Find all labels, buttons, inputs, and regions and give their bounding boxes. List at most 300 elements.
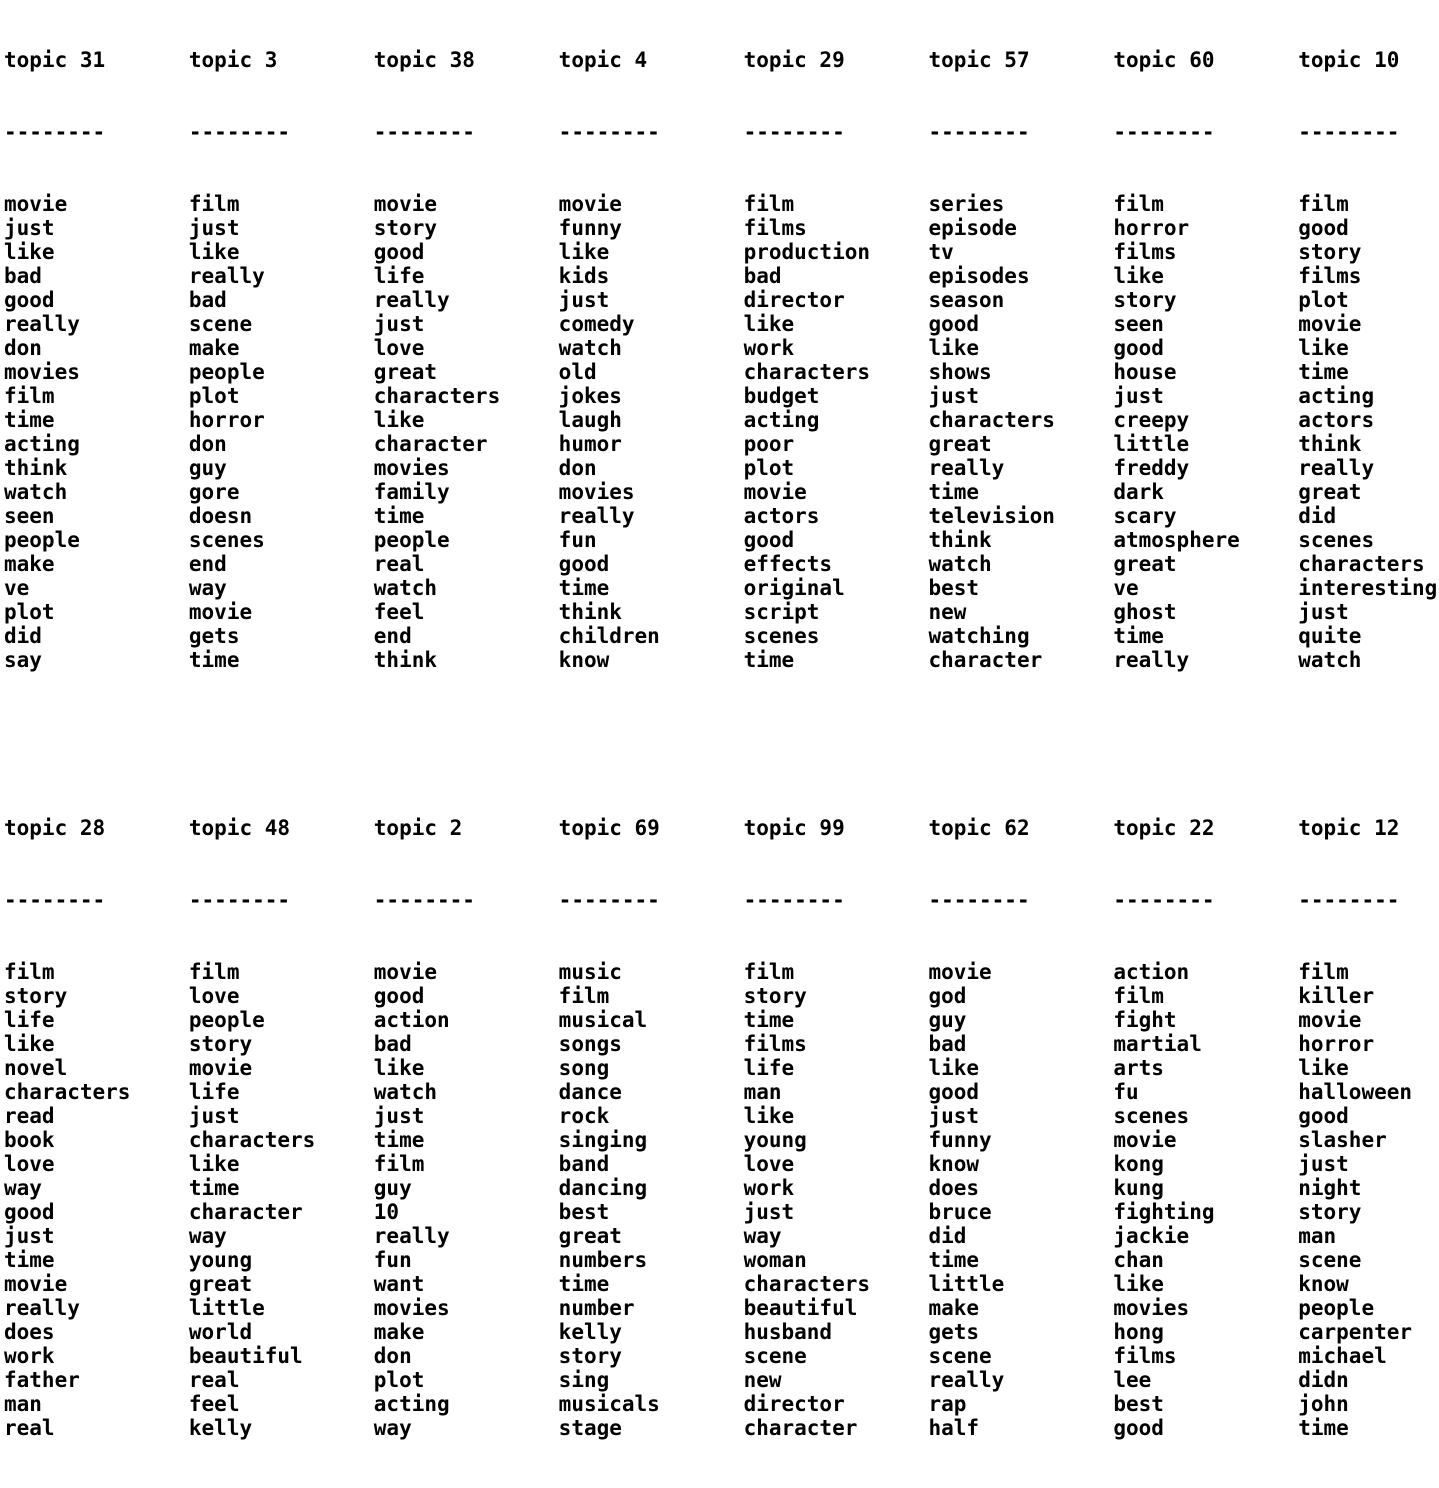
topic-word: acting xyxy=(743,408,820,432)
topic-word: actors xyxy=(743,504,820,528)
topic-word: film xyxy=(1298,960,1349,984)
topic-word: characters xyxy=(1298,552,1425,576)
topic-words xyxy=(189,960,374,1440)
topic-word: action xyxy=(1113,960,1190,984)
topic-words xyxy=(1113,192,1298,672)
topic-word: john xyxy=(1298,1392,1349,1416)
topic-word: like xyxy=(188,240,240,264)
topic-word: make xyxy=(373,1320,425,1344)
topic-word: really xyxy=(928,456,1005,480)
topic-word: song xyxy=(558,1056,610,1080)
topic-word: film xyxy=(4,960,55,984)
topic-word: little xyxy=(928,1272,1005,1296)
topic-word: michael xyxy=(1298,1344,1387,1368)
topic-word: think xyxy=(373,648,437,672)
topic-title: topic 29 xyxy=(743,48,845,72)
topic-word: story xyxy=(558,1344,622,1368)
topic-word: don xyxy=(373,1344,412,1368)
topic-word: does xyxy=(928,1176,980,1200)
topic-word: just xyxy=(1298,600,1349,624)
topic-word: fu xyxy=(1113,1080,1139,1104)
topic-title: topic 2 xyxy=(373,816,463,840)
topic-word: young xyxy=(188,1248,253,1272)
topic-word: characters xyxy=(743,1272,870,1296)
topic-words xyxy=(559,960,744,1440)
topic-column xyxy=(374,768,559,1488)
topic-word: know xyxy=(928,1152,980,1176)
topic-word: people xyxy=(188,360,265,384)
topic-word: time xyxy=(743,648,795,672)
topic-word: just xyxy=(4,1224,55,1248)
topic-word: way xyxy=(188,1224,227,1248)
topic-word: people xyxy=(188,1008,265,1032)
topic-word: movie xyxy=(928,960,992,984)
topic-word: best xyxy=(928,576,980,600)
topic-word: new xyxy=(928,600,967,624)
topic-word: dark xyxy=(1113,480,1164,504)
topic-word: just xyxy=(928,384,980,408)
topic-word: seen xyxy=(4,504,55,528)
topic-word: like xyxy=(188,1152,240,1176)
topic-words xyxy=(1298,192,1439,672)
topic-word: story xyxy=(4,984,68,1008)
topic-word: movie xyxy=(558,192,622,216)
topic-title: topic 28 xyxy=(4,816,106,840)
topic-word: time xyxy=(4,1248,55,1272)
topic-word: real xyxy=(188,1368,240,1392)
topic-word: director xyxy=(743,1392,845,1416)
topic-words xyxy=(559,192,744,672)
topic-column xyxy=(928,0,1113,720)
topic-word: novel xyxy=(4,1056,68,1080)
topic-word: watch xyxy=(928,552,992,576)
topic-word: plot xyxy=(1298,288,1349,312)
topic-word: did xyxy=(4,624,42,648)
topic-word: really xyxy=(188,264,265,288)
topic-word: say xyxy=(4,648,42,672)
topic-word: movie xyxy=(4,192,68,216)
topic-word: life xyxy=(743,1056,795,1080)
topic-word: bad xyxy=(4,264,42,288)
topic-column xyxy=(189,0,374,720)
topic-word: real xyxy=(4,1416,55,1440)
topic-separator: -------- xyxy=(558,888,660,912)
topic-word: season xyxy=(928,288,1005,312)
topic-word: just xyxy=(373,312,425,336)
topic-word: film xyxy=(1113,984,1164,1008)
topic-column xyxy=(1298,768,1439,1488)
topic-word: know xyxy=(558,648,610,672)
topic-word: make xyxy=(4,552,55,576)
topic-title: topic 38 xyxy=(373,48,475,72)
topic-separator: -------- xyxy=(373,120,475,144)
topic-word: movies xyxy=(4,360,80,384)
topic-word: don xyxy=(4,336,42,360)
topic-word: story xyxy=(1298,240,1362,264)
topic-blocks xyxy=(4,0,1439,1488)
topic-word: fun xyxy=(558,528,597,552)
topic-word: poor xyxy=(743,432,795,456)
topic-word: did xyxy=(928,1224,967,1248)
topic-word: good xyxy=(1113,1416,1164,1440)
topic-word: make xyxy=(188,336,240,360)
topic-word: plot xyxy=(373,1368,425,1392)
topic-word: characters xyxy=(743,360,870,384)
topic-word: film xyxy=(743,960,795,984)
topic-word: story xyxy=(188,1032,253,1056)
topic-word: book xyxy=(4,1128,55,1152)
topic-word: gore xyxy=(188,480,240,504)
topic-word: just xyxy=(4,216,55,240)
topic-word: bad xyxy=(188,288,227,312)
topic-word: think xyxy=(1298,432,1362,456)
topic-word: young xyxy=(743,1128,807,1152)
topic-word: arts xyxy=(1113,1056,1164,1080)
topic-word: story xyxy=(743,984,807,1008)
topic-word: make xyxy=(928,1296,980,1320)
topic-word: songs xyxy=(558,1032,622,1056)
topic-word: acting xyxy=(1298,384,1375,408)
topic-words xyxy=(928,960,1113,1440)
topic-word: scary xyxy=(1113,504,1177,528)
topic-word: film xyxy=(188,192,240,216)
topic-word: way xyxy=(373,1416,412,1440)
topic-word: work xyxy=(743,1176,795,1200)
topic-word: rock xyxy=(558,1104,610,1128)
topic-word: creepy xyxy=(1113,408,1190,432)
topic-word: life xyxy=(373,264,425,288)
topic-word: effects xyxy=(743,552,833,576)
topic-word: half xyxy=(928,1416,980,1440)
topic-word: film xyxy=(558,984,610,1008)
topic-word: life xyxy=(188,1080,240,1104)
topic-word: just xyxy=(743,1200,795,1224)
topic-word: original xyxy=(743,576,845,600)
topic-word: sing xyxy=(558,1368,610,1392)
topic-word: freddy xyxy=(1113,456,1190,480)
topic-word: scenes xyxy=(1113,1104,1190,1128)
topic-word: really xyxy=(928,1368,1005,1392)
topic-word: characters xyxy=(373,384,501,408)
topic-word: actors xyxy=(1298,408,1375,432)
topic-separator: -------- xyxy=(188,120,291,144)
topic-word: jokes xyxy=(558,384,622,408)
topic-word: people xyxy=(4,528,80,552)
topic-word: horror xyxy=(1113,216,1190,240)
topic-word: film xyxy=(743,192,795,216)
topic-word: like xyxy=(743,1104,795,1128)
topic-word: lee xyxy=(1113,1368,1152,1392)
topic-word: movies xyxy=(373,1296,450,1320)
topic-word: really xyxy=(1298,456,1375,480)
topic-word: like xyxy=(558,240,610,264)
topic-word: characters xyxy=(928,408,1055,432)
topic-word: man xyxy=(743,1080,782,1104)
topic-word: feel xyxy=(188,1392,240,1416)
topic-word: films xyxy=(1113,240,1177,264)
topic-word: slasher xyxy=(1298,1128,1387,1152)
topic-word: like xyxy=(4,240,55,264)
topic-word: doesn xyxy=(188,504,253,528)
topic-word: man xyxy=(4,1392,42,1416)
topic-word: martial xyxy=(1113,1032,1202,1056)
topic-title: topic 99 xyxy=(743,816,845,840)
topic-word: horror xyxy=(188,408,265,432)
topic-words xyxy=(1113,960,1298,1440)
topic-word: watch xyxy=(4,480,68,504)
topic-word: people xyxy=(1298,1296,1375,1320)
topic-word: jackie xyxy=(1113,1224,1190,1248)
topic-word: read xyxy=(4,1104,55,1128)
topic-word: just xyxy=(558,288,610,312)
topic-word: night xyxy=(1298,1176,1362,1200)
topic-word: watch xyxy=(373,1080,437,1104)
topic-word: world xyxy=(188,1320,253,1344)
topic-word: time xyxy=(558,576,610,600)
topic-word: family xyxy=(373,480,450,504)
topic-word: singing xyxy=(558,1128,648,1152)
topic-word: watch xyxy=(373,576,437,600)
topic-word: don xyxy=(188,432,227,456)
topic-word: film xyxy=(1113,192,1164,216)
topic-word: just xyxy=(373,1104,425,1128)
topic-word: movies xyxy=(373,456,450,480)
topic-word: characters xyxy=(188,1128,316,1152)
topic-word: films xyxy=(1113,1344,1177,1368)
topic-words xyxy=(4,960,189,1440)
topic-word: killer xyxy=(1298,984,1375,1008)
topic-word: really xyxy=(558,504,635,528)
topic-word: time xyxy=(1113,624,1164,648)
topic-word: like xyxy=(373,1056,425,1080)
topic-separator: -------- xyxy=(743,120,845,144)
topic-word: like xyxy=(928,336,980,360)
topic-word: just xyxy=(188,216,240,240)
topic-separator: -------- xyxy=(928,120,1030,144)
topic-word: love xyxy=(743,1152,795,1176)
topic-word: time xyxy=(558,1272,610,1296)
topic-title: topic 31 xyxy=(4,48,106,72)
topic-word: movies xyxy=(558,480,635,504)
topic-word: fun xyxy=(373,1248,412,1272)
topic-separator: -------- xyxy=(558,120,660,144)
topic-word: fighting xyxy=(1113,1200,1215,1224)
topic-title: topic 12 xyxy=(1298,816,1400,840)
topic-word: numbers xyxy=(558,1248,648,1272)
topic-word: atmosphere xyxy=(1113,528,1240,552)
topic-word: guy xyxy=(373,1176,412,1200)
topic-column xyxy=(189,768,374,1488)
topic-word: end xyxy=(188,552,227,576)
topic-word: good xyxy=(4,288,55,312)
topic-word: story xyxy=(1298,1200,1362,1224)
topic-word: laugh xyxy=(558,408,622,432)
topic-word: kids xyxy=(558,264,610,288)
topic-column xyxy=(1298,0,1439,720)
topic-word: movies xyxy=(1113,1296,1190,1320)
topic-word: film xyxy=(373,1152,425,1176)
topic-word: quite xyxy=(1298,624,1362,648)
topic-word: good xyxy=(373,984,425,1008)
topic-word: feel xyxy=(373,600,425,624)
topic-word: movie xyxy=(743,480,807,504)
topic-word: way xyxy=(743,1224,782,1248)
topic-word: number xyxy=(558,1296,635,1320)
topic-word: character xyxy=(743,1416,858,1440)
topic-word: really xyxy=(1113,648,1190,672)
topic-word: scene xyxy=(188,312,253,336)
topic-word: time xyxy=(373,504,425,528)
topic-word: best xyxy=(1113,1392,1164,1416)
topic-word: good xyxy=(558,552,610,576)
topic-word: guy xyxy=(188,456,227,480)
topic-word: scene xyxy=(928,1344,992,1368)
topic-word: stage xyxy=(558,1416,622,1440)
topic-word: films xyxy=(743,216,807,240)
topic-separator: -------- xyxy=(743,888,845,912)
topic-word: didn xyxy=(1298,1368,1349,1392)
topic-word: like xyxy=(1113,264,1164,288)
topic-word: director xyxy=(743,288,845,312)
topic-title: topic 69 xyxy=(558,816,660,840)
topic-word: dance xyxy=(558,1080,622,1104)
topic-word: new xyxy=(743,1368,782,1392)
topic-word: ghost xyxy=(1113,600,1177,624)
topic-word: scenes xyxy=(743,624,820,648)
topic-word: scenes xyxy=(1298,528,1375,552)
topic-word: halloween xyxy=(1298,1080,1413,1104)
topic-words xyxy=(928,192,1113,672)
topic-separator: -------- xyxy=(928,888,1030,912)
topic-word: time xyxy=(373,1128,425,1152)
topic-word: just xyxy=(188,1104,240,1128)
topic-row xyxy=(4,0,1439,720)
topic-column xyxy=(744,768,929,1488)
topic-word: did xyxy=(1298,504,1337,528)
topic-word: kelly xyxy=(558,1320,622,1344)
topic-word: kung xyxy=(1113,1176,1164,1200)
topic-word: characters xyxy=(4,1080,131,1104)
topic-words xyxy=(189,192,374,672)
topic-word: time xyxy=(4,408,55,432)
topic-word: good xyxy=(1113,336,1164,360)
topic-word: really xyxy=(4,312,80,336)
topic-word: work xyxy=(743,336,795,360)
topic-word: little xyxy=(1113,432,1190,456)
topic-word: bad xyxy=(373,1032,412,1056)
topic-word: beautiful xyxy=(743,1296,858,1320)
topic-title: topic 57 xyxy=(928,48,1030,72)
topic-word: does xyxy=(4,1320,55,1344)
topic-word: gets xyxy=(188,624,240,648)
topic-separator: -------- xyxy=(373,888,475,912)
topic-word: plot xyxy=(4,600,55,624)
topic-word: old xyxy=(558,360,597,384)
topic-word: god xyxy=(928,984,967,1008)
topic-word: plot xyxy=(743,456,795,480)
topic-word: film xyxy=(1298,192,1349,216)
topic-word: good xyxy=(743,528,795,552)
topic-word: good xyxy=(373,240,425,264)
topic-word: episode xyxy=(928,216,1017,240)
topic-word: films xyxy=(1298,264,1362,288)
topic-separator: -------- xyxy=(4,888,106,912)
topic-word: love xyxy=(188,984,240,1008)
topic-word: carpenter xyxy=(1298,1320,1413,1344)
topic-words xyxy=(374,192,559,672)
topic-word: acting xyxy=(373,1392,450,1416)
topic-word: good xyxy=(4,1200,55,1224)
topic-word: good xyxy=(928,1080,980,1104)
topic-word: really xyxy=(373,1224,450,1248)
topic-word: plot xyxy=(188,384,240,408)
topic-separator: -------- xyxy=(1113,120,1215,144)
topic-word: episodes xyxy=(928,264,1030,288)
topic-word: beautiful xyxy=(188,1344,303,1368)
topic-column xyxy=(1113,0,1298,720)
topic-word: movie xyxy=(373,960,437,984)
topic-word: really xyxy=(373,288,450,312)
topic-separator: -------- xyxy=(1298,888,1400,912)
topic-word: movie xyxy=(1113,1128,1177,1152)
topic-title: topic 62 xyxy=(928,816,1030,840)
topic-word: just xyxy=(1113,384,1164,408)
topic-word: time xyxy=(188,1176,240,1200)
topic-word: musicals xyxy=(558,1392,660,1416)
topic-column xyxy=(374,0,559,720)
topic-word: children xyxy=(558,624,660,648)
topic-word: real xyxy=(373,552,425,576)
topic-separator: -------- xyxy=(4,120,106,144)
topic-word: think xyxy=(928,528,992,552)
topic-word: budget xyxy=(743,384,820,408)
topic-separator: -------- xyxy=(1298,120,1400,144)
topic-word: band xyxy=(558,1152,610,1176)
topic-word: story xyxy=(1113,288,1177,312)
topic-word: great xyxy=(1113,552,1177,576)
topic-word: time xyxy=(928,480,980,504)
topic-word: bad xyxy=(743,264,782,288)
topic-word: rap xyxy=(928,1392,967,1416)
topic-word: just xyxy=(1298,1152,1349,1176)
topic-word: film xyxy=(188,960,240,984)
topic-column xyxy=(4,768,189,1488)
topic-word: great xyxy=(373,360,437,384)
topic-word: think xyxy=(558,600,622,624)
topic-title: topic 4 xyxy=(558,48,648,72)
topic-word: funny xyxy=(928,1128,992,1152)
topic-title: topic 60 xyxy=(1113,48,1215,72)
topic-word: hong xyxy=(1113,1320,1164,1344)
topic-word: watching xyxy=(928,624,1030,648)
topic-word: husband xyxy=(743,1320,833,1344)
topic-word: just xyxy=(928,1104,980,1128)
topic-word: seen xyxy=(1113,312,1164,336)
topic-word: kelly xyxy=(188,1416,253,1440)
topic-word: series xyxy=(928,192,1005,216)
topic-word: kong xyxy=(1113,1152,1164,1176)
topic-column xyxy=(4,0,189,720)
topic-word: think xyxy=(4,456,68,480)
topic-word: great xyxy=(188,1272,253,1296)
topic-word: little xyxy=(188,1296,265,1320)
topic-word: like xyxy=(4,1032,55,1056)
topic-word: like xyxy=(1113,1272,1164,1296)
topic-word: work xyxy=(4,1344,55,1368)
topic-column xyxy=(559,768,744,1488)
topic-word: movie xyxy=(373,192,437,216)
topic-word: good xyxy=(928,312,980,336)
